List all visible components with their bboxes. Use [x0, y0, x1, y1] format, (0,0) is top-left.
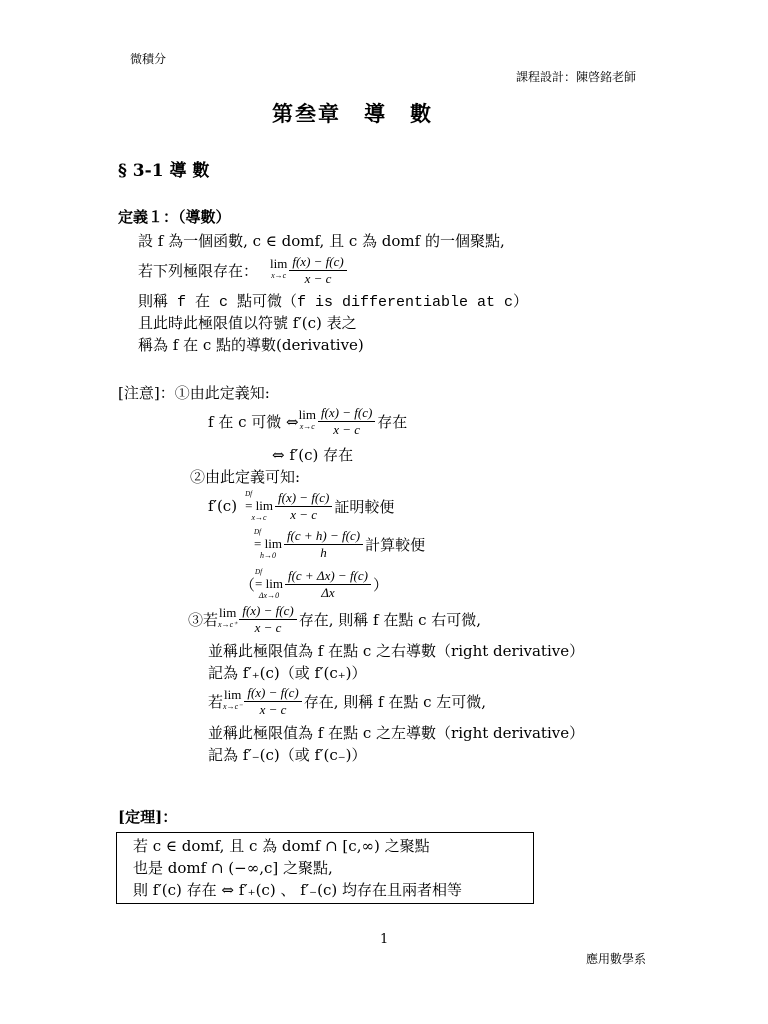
lim-subscript: x→c⁻	[223, 702, 243, 711]
quotient-denominator: h	[320, 544, 327, 560]
lim-subscript: h→0	[259, 551, 276, 560]
lim-label	[255, 578, 283, 590]
note-3-right-quotient	[239, 603, 296, 636]
note-2-limit-1	[245, 488, 273, 524]
limit-expression	[270, 258, 287, 282]
theorem-line-2: 也是 domf ∩ (−∞,c] 之聚點,	[133, 859, 333, 877]
lim-label: lim	[224, 687, 242, 702]
quotient-denominator: Δx	[321, 584, 335, 600]
note-2-suffix-2: 計算較便	[365, 535, 426, 554]
quotient-numerator: f(x) − f(c)	[318, 405, 375, 422]
note-2-quotient-1	[275, 490, 332, 523]
note-2-limit-2	[254, 526, 282, 562]
quotient-denominator: x − c	[304, 270, 332, 286]
lim-subscript: x→c	[251, 513, 267, 522]
notes-heading: [注意]：①由此定義知:	[118, 384, 270, 402]
lim-label	[254, 538, 282, 550]
note-2-lhs: f′(c)	[208, 497, 238, 515]
lim-subscript: Δx→0	[258, 591, 280, 600]
note-3-right-limit	[218, 607, 237, 631]
quotient-denominator: x − c	[333, 421, 361, 437]
quotient-numerator: f(c + h) − f(c)	[284, 528, 363, 545]
note-2-line-1	[208, 486, 394, 526]
eq-sign: =	[254, 536, 262, 551]
lim-word: lim	[264, 536, 282, 551]
section-title: § 3-1 導 數	[118, 161, 210, 181]
course-designer: 課程設計：陳啓銘老師	[516, 70, 637, 84]
close-paren: ）	[372, 575, 388, 594]
definition-heading: 定義１：（導數）	[118, 208, 231, 226]
open-paren: （	[240, 575, 256, 594]
quotient-denominator: x − c	[290, 506, 318, 522]
note-3-left-prefix: 若	[208, 692, 224, 711]
note-3-left-line-1	[208, 682, 486, 720]
note-1-line-2: ⇔ f′(c) 存在	[272, 446, 354, 464]
df-label: Df	[255, 568, 263, 576]
note-2-limit-3	[255, 566, 283, 602]
eq-sign: =	[255, 576, 263, 591]
note-3-left-line-2: 並稱此極限值為 f 在點 c 之左導數（right derivative）	[208, 724, 585, 742]
note-1-prefix: f 在 c 可微 ⇔	[208, 412, 299, 431]
lim-label	[245, 500, 273, 512]
quotient-denominator: x − c	[259, 701, 287, 717]
eq-sign: =	[245, 498, 253, 513]
definition-line-3: 則稱 f 在 c 點可微（f is differentiable at c）	[138, 294, 529, 311]
note-1-line-1	[208, 402, 407, 440]
df-label: Df	[254, 528, 261, 536]
course-name: 微積分	[130, 52, 167, 66]
lim-subscript: x→c⁺	[218, 620, 238, 629]
page-number: 1	[380, 932, 389, 947]
department-name: 應用數學系	[586, 952, 647, 966]
note-2-heading: ②由此定義可知:	[190, 468, 301, 486]
quotient-denominator: x − c	[254, 619, 282, 635]
theorem-line-3: 則 f′(c) 存在 ⇔ f′₊(c) 、 f′₋(c) 均存在且兩者相等	[133, 881, 462, 899]
lim-word: lim	[265, 576, 283, 591]
note-2-line-2	[254, 524, 425, 564]
difference-quotient	[289, 254, 346, 287]
note-3-left-suffix: 存在, 則稱 f 在點 c 左可微,	[303, 692, 487, 711]
definition-line-1: 設 f 為一個函數, c ∈ domf, 且 c 為 domf 的一個聚點,	[138, 232, 505, 250]
note-2-suffix-1: 証明較便	[334, 497, 395, 516]
definition-line-5: 稱為 f 在 c 點的導數(derivative)	[138, 336, 364, 354]
lim-label: lim	[270, 256, 288, 271]
note-1-suffix: 存在	[377, 412, 408, 431]
note-1-limit	[299, 409, 316, 433]
definition-line-2-prefix: 若下列極限存在：	[138, 261, 259, 280]
note-3-prefix: ③若	[188, 610, 219, 629]
note-3-left-line-3: 記為 f′₋(c)（或 f′(c₋)）	[208, 746, 367, 764]
note-1-quotient	[318, 405, 375, 438]
note-3-right-suffix: 存在, 則稱 f 在點 c 右可微,	[298, 610, 482, 629]
theorem-line-1: 若 c ∈ domf, 且 c 為 domf ∩ [c,∞) 之聚點	[133, 837, 430, 855]
quotient-numerator: f(x) − f(c)	[244, 685, 301, 702]
note-2-quotient-2	[284, 528, 363, 561]
chapter-title: 第叁章 導 數	[272, 101, 433, 126]
note-2-quotient-3	[285, 568, 371, 601]
quotient-numerator: f(x) − f(c)	[289, 254, 346, 271]
definition-limit-line	[138, 252, 349, 288]
theorem-heading: [定理]：	[118, 808, 178, 826]
definition-line-4: 且此時此極限值以符號 f′(c) 表之	[138, 314, 357, 332]
theorem-box	[116, 832, 534, 904]
note-3-right-line-1	[188, 600, 481, 638]
quotient-numerator: f(c + Δx) − f(c)	[285, 568, 371, 585]
lim-label: lim	[298, 407, 316, 422]
df-label: Df	[245, 490, 253, 498]
lim-label: lim	[219, 605, 237, 620]
quotient-numerator: f(x) − f(c)	[239, 603, 296, 620]
note-3-right-line-2: 並稱此極限值為 f 在點 c 之右導數（right derivative）	[208, 642, 585, 660]
lim-subscript: x→c	[271, 271, 287, 280]
note-3-right-line-3: 記為 f′₊(c)（或 f′(c₊)）	[208, 664, 367, 682]
note-3-left-quotient	[244, 685, 301, 718]
lim-subscript: x→c	[299, 422, 315, 431]
note-3-left-limit	[223, 689, 242, 713]
note-2-line-3	[240, 564, 388, 604]
quotient-numerator: f(x) − f(c)	[275, 490, 332, 507]
lim-word: lim	[255, 498, 273, 513]
